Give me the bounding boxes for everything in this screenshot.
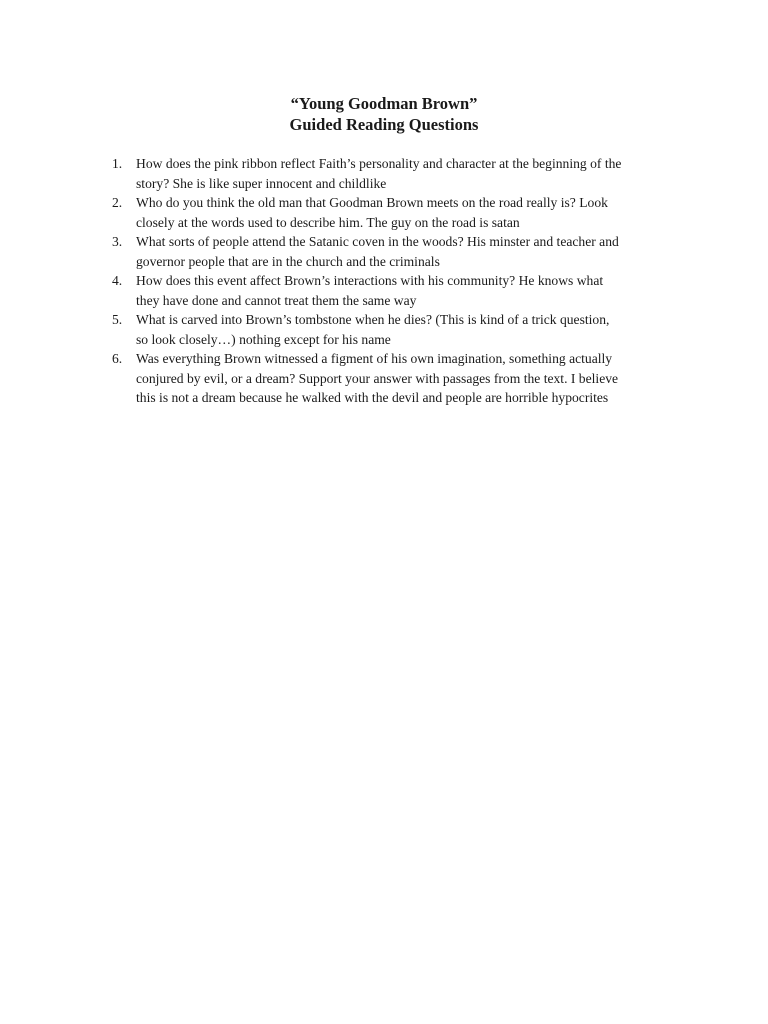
question-item bbox=[112, 349, 692, 408]
question-number: 4. bbox=[112, 273, 123, 288]
question-item bbox=[112, 271, 692, 310]
question-item bbox=[112, 310, 692, 349]
question-number: 3. bbox=[112, 234, 123, 249]
question-line: How does the pink ribbon reflect Faith’s personality and character at the beginning of the bbox=[136, 156, 622, 171]
title-block bbox=[0, 93, 768, 135]
document-title: “Young Goodman Brown” bbox=[290, 94, 478, 113]
question-item bbox=[112, 232, 692, 271]
question-line: governor people that are in the church and the criminals bbox=[136, 253, 440, 269]
question-item bbox=[112, 154, 692, 193]
question-item bbox=[112, 193, 692, 232]
document-subtitle: Guided Reading Questions bbox=[289, 115, 479, 134]
question-line: What is carved into Brown’s tombstone when he dies? (This is kind of a trick question, bbox=[136, 312, 610, 327]
question-line: closely at the words used to describe him. The guy on the road is satan bbox=[136, 214, 520, 230]
question-line: Who do you think the old man that Goodman Brown meets on the road really is? Look bbox=[136, 195, 608, 210]
question-line: so look closely…) nothing except for his name bbox=[136, 331, 391, 347]
question-list bbox=[112, 154, 692, 408]
question-line: they have done and cannot treat them the same way bbox=[136, 292, 417, 308]
question-number: 2. bbox=[112, 195, 123, 210]
question-line: story? She is like super innocent and childlike bbox=[136, 175, 387, 191]
question-line: this is not a dream because he walked with the devil and people are horrible hypocrites bbox=[136, 390, 609, 405]
question-line: How does this event affect Brown’s interactions with his community? He knows what bbox=[136, 273, 604, 288]
question-line: What sorts of people attend the Satanic coven in the woods? His minster and teacher and bbox=[136, 234, 619, 249]
question-line: conjured by evil, or a dream? Support your answer with passages from the text. I believe bbox=[136, 370, 619, 386]
question-number: 6. bbox=[112, 351, 123, 366]
question-number: 1. bbox=[112, 156, 123, 171]
question-number: 5. bbox=[112, 312, 123, 327]
question-line: Was everything Brown witnessed a figment of his own imagination, something actually bbox=[136, 351, 613, 366]
